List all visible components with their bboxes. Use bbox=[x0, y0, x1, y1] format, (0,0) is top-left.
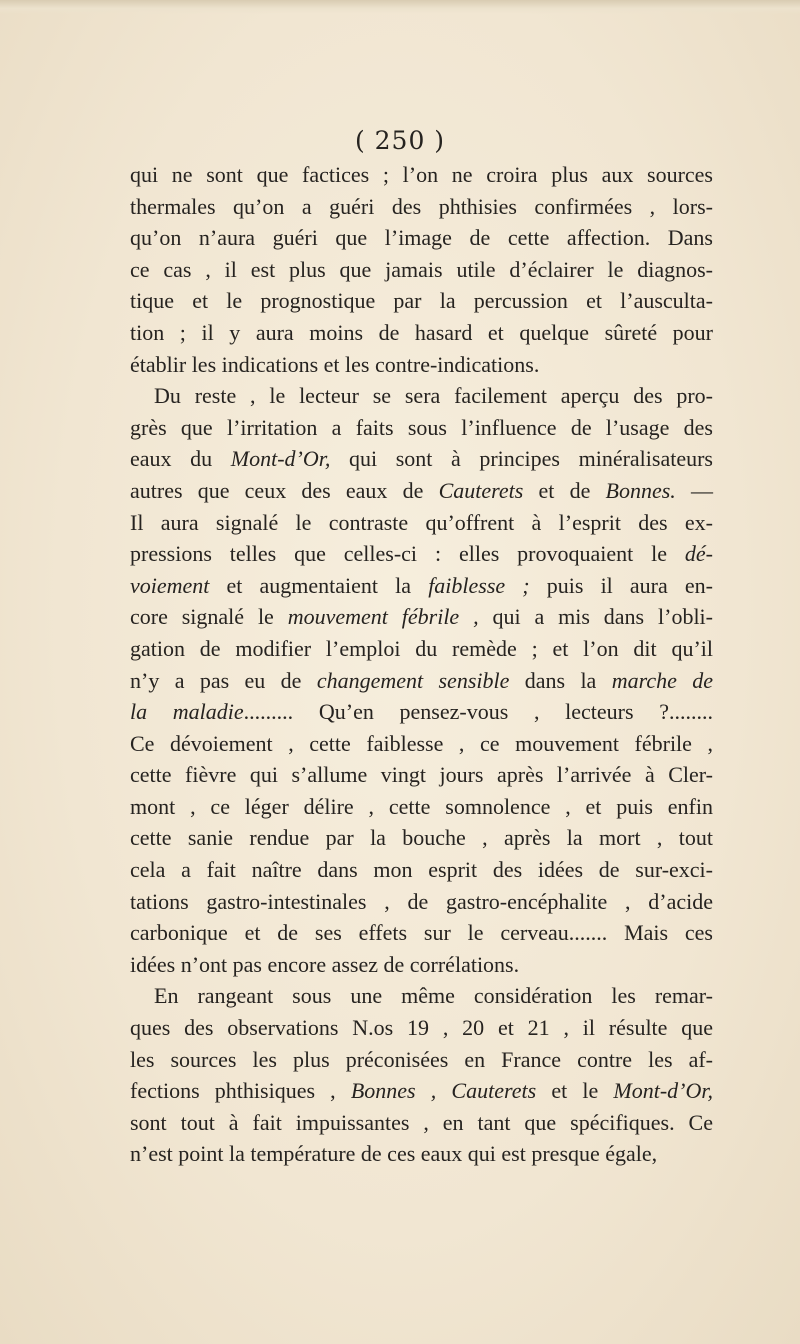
text-line bbox=[130, 443, 713, 475]
text-line bbox=[130, 1138, 713, 1170]
text-run: qui sont à principes minéralisateurs bbox=[330, 446, 713, 472]
text-run: carbonique et de ses effets sur le cerveau....... Mais ces bbox=[130, 920, 713, 946]
italic-text: voiement bbox=[130, 572, 210, 598]
text-run: puis il aura en- bbox=[529, 572, 713, 598]
text-run: établir les indications et les contre-indications. bbox=[130, 351, 540, 377]
text-line bbox=[130, 728, 713, 760]
text-run: thermales qu’on a guéri des phthisies confirmées , lors- bbox=[130, 193, 713, 219]
text-run: les sources les plus préconisées en France contre les af- bbox=[130, 1046, 713, 1072]
text-line bbox=[130, 886, 713, 918]
text-run: qui a mis dans l’obli- bbox=[478, 604, 713, 630]
text-line bbox=[130, 791, 713, 823]
text-line bbox=[130, 507, 713, 539]
text-line bbox=[130, 159, 713, 191]
text-run: ques des observations N.os 19 , 20 et 21 , il résulte que bbox=[130, 1015, 713, 1041]
text-run: n’y a pas eu de bbox=[130, 667, 317, 693]
text-run: autres que ceux des eaux de bbox=[130, 477, 439, 503]
text-run: pressions telles que celles-ci : elles provoquaient le bbox=[130, 541, 685, 567]
text-run: eaux du bbox=[130, 446, 231, 472]
text-line bbox=[130, 665, 713, 697]
text-run: — bbox=[675, 477, 713, 503]
italic-text: Mont-d’Or, bbox=[613, 1078, 713, 1104]
text-run: et augmentaient la bbox=[209, 572, 429, 598]
text-run: et de bbox=[523, 477, 606, 503]
text-run: Du reste , le lecteur se sera facilement aperçu des pro- bbox=[154, 383, 713, 409]
text-run: mont , ce léger délire , cette somnolence , et puis enfin bbox=[130, 793, 713, 819]
text-run: En rangeant sous une même considération les remar- bbox=[154, 983, 713, 1009]
text-line bbox=[130, 917, 713, 949]
text-line bbox=[130, 633, 713, 665]
text-line bbox=[130, 854, 713, 886]
text-line bbox=[130, 1044, 713, 1076]
italic-text: faiblesse ; bbox=[428, 572, 530, 598]
paragraph bbox=[130, 380, 713, 980]
text-run: cela a fait naître dans mon esprit des idées de sur-exci- bbox=[130, 857, 713, 883]
text-line bbox=[130, 222, 713, 254]
text-run: cette fièvre qui s’allume vingt jours après l’arrivée à Cler- bbox=[130, 762, 713, 788]
text-line bbox=[130, 1075, 713, 1107]
text-run: gation de modifier l’emploi du remède ; et l’on dit qu’il bbox=[130, 635, 713, 661]
text-run: ce cas , il est plus que jamais utile d’éclairer le diagnos- bbox=[130, 256, 713, 282]
body-text bbox=[130, 159, 713, 1170]
text-line bbox=[130, 1012, 713, 1044]
text-run: Ce dévoiement , cette faiblesse , ce mouvement fébrile , bbox=[130, 730, 713, 756]
text-line bbox=[130, 570, 713, 602]
text-line bbox=[130, 980, 713, 1012]
text-line bbox=[130, 759, 713, 791]
text-run: tique et le prognostique par la percussion et l’ausculta- bbox=[130, 288, 713, 314]
text-run: qu’on n’aura guéri que l’image de cette affection. Dans bbox=[130, 225, 713, 251]
text-line bbox=[130, 822, 713, 854]
italic-text: changement sensible bbox=[316, 667, 510, 693]
text-run: Il aura signalé le contraste qu’offrent à l’esprit des ex- bbox=[130, 509, 713, 535]
text-run: tion ; il y aura moins de hasard et quelque sûreté pour bbox=[130, 319, 713, 345]
text-line bbox=[130, 475, 713, 507]
text-line bbox=[130, 317, 713, 349]
text-run: core signalé le bbox=[130, 604, 288, 630]
text-run: sont tout à fait impuissantes , en tant que spécifiques. Ce bbox=[130, 1109, 713, 1135]
italic-text: Bonnes. bbox=[605, 477, 676, 503]
text-line bbox=[130, 349, 713, 381]
text-line bbox=[130, 538, 713, 570]
italic-text: Cauterets bbox=[438, 477, 524, 503]
italic-text: mouvement fébrile , bbox=[287, 604, 479, 630]
text-line bbox=[130, 191, 713, 223]
text-line bbox=[130, 696, 713, 728]
text-line bbox=[130, 412, 713, 444]
italic-text: Mont-d’Or, bbox=[230, 446, 331, 472]
text-run: ......... Qu’en pensez-vous , lecteurs ?........ bbox=[243, 699, 713, 725]
text-run: et le bbox=[536, 1078, 614, 1104]
text-line bbox=[130, 949, 713, 981]
italic-text: la maladie bbox=[130, 699, 244, 725]
text-run: fections phthisiques , bbox=[130, 1078, 351, 1104]
text-line bbox=[130, 285, 713, 317]
paragraph bbox=[130, 159, 713, 380]
text-run: tations gastro-intestinales , de gastro-encéphalite , d’acide bbox=[130, 888, 713, 914]
text-line bbox=[130, 254, 713, 286]
text-run: grès que l’irritation a faits sous l’influence de l’usage des bbox=[130, 414, 713, 440]
text-run: dans la bbox=[509, 667, 612, 693]
italic-text: Bonnes , Cauterets bbox=[350, 1078, 537, 1104]
italic-text: dé- bbox=[684, 541, 713, 567]
paragraph bbox=[130, 980, 713, 1170]
text-run: n’est point la température de ces eaux qui est presque égale, bbox=[130, 1141, 658, 1167]
page-top-edge bbox=[0, 0, 800, 14]
text-run: cette sanie rendue par la bouche , après la mort , tout bbox=[130, 825, 713, 851]
text-run: qui ne sont que factices ; l’on ne croira plus aux sources bbox=[130, 162, 713, 187]
text-run: idées n’ont pas encore assez de corrélations. bbox=[130, 951, 520, 977]
text-line bbox=[130, 1107, 713, 1139]
italic-text: marche de bbox=[611, 667, 714, 693]
page-number: ( 250 ) bbox=[354, 126, 446, 155]
text-line bbox=[130, 380, 713, 412]
text-line bbox=[130, 601, 713, 633]
